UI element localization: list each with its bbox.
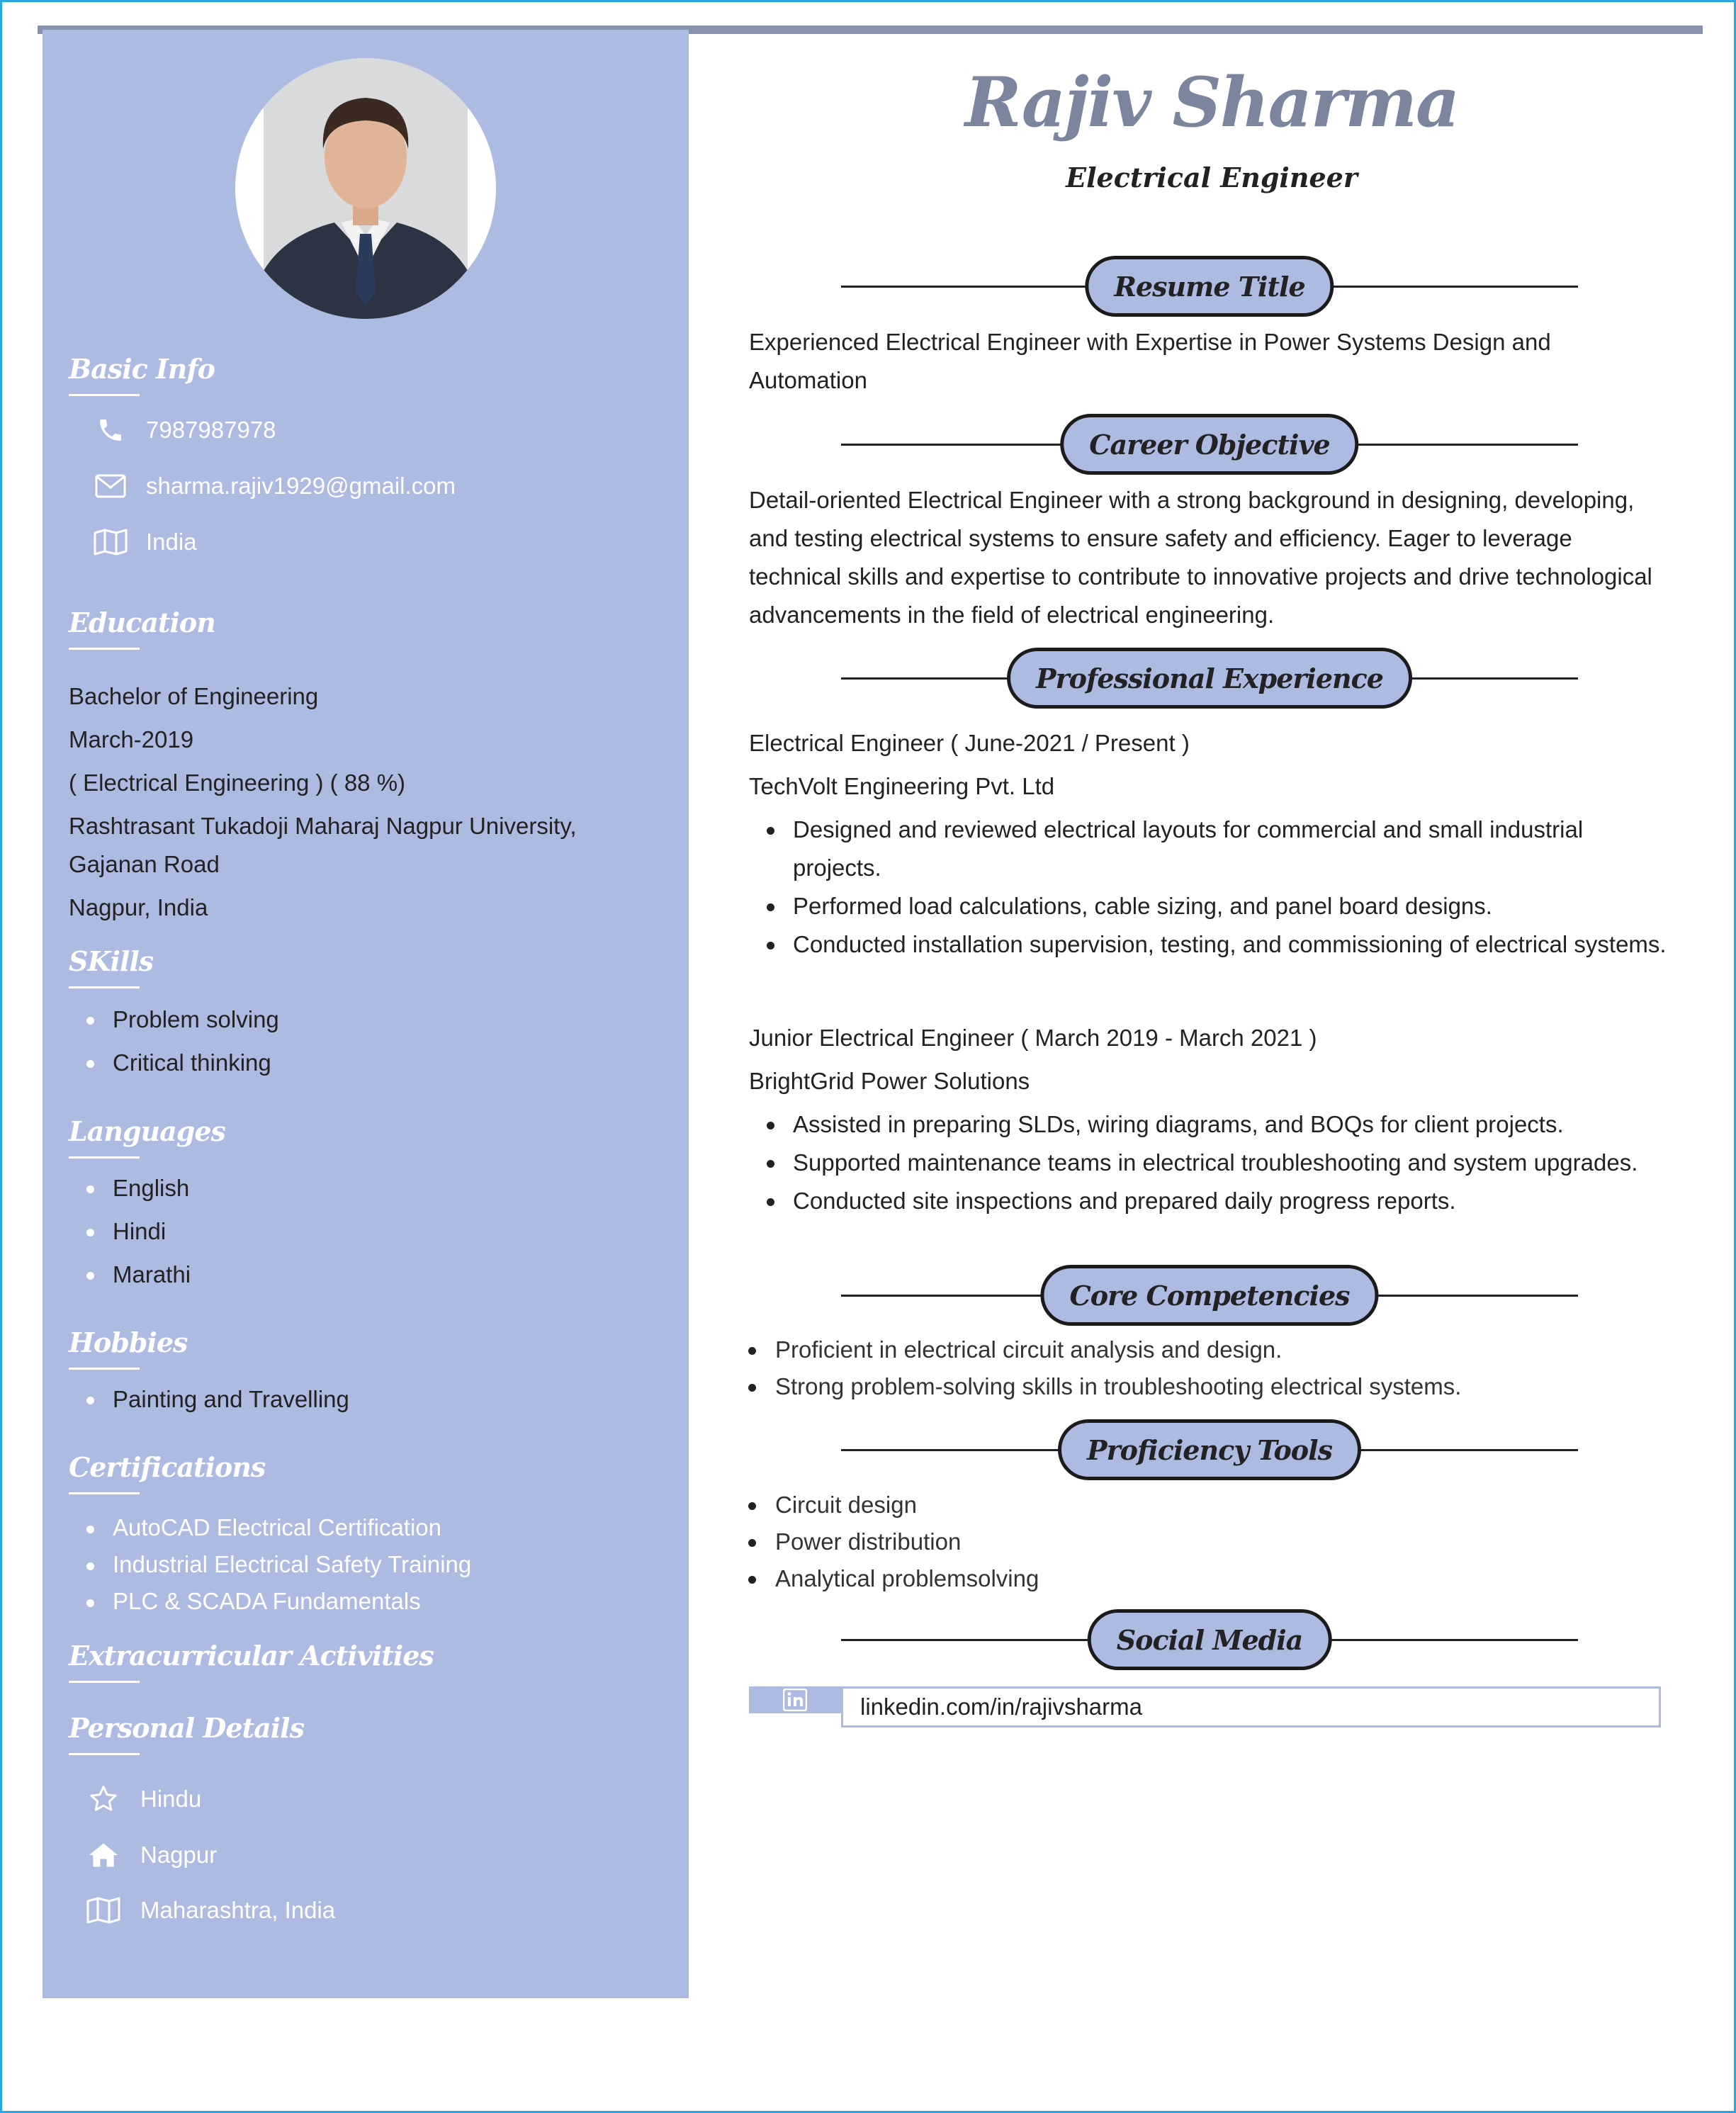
section-title: Social Media: [1088, 1609, 1332, 1670]
education-heading: Education: [69, 607, 215, 638]
education-university: Rashtrasant Tukadoji Maharaj Nagpur University,: [69, 813, 577, 839]
section-title: Career Objective: [1060, 414, 1358, 475]
list-item: Performed load calculations, cable sizing, and panel board designs.: [749, 887, 1670, 925]
resume-title-text: Experienced Electrical Engineer with Expertise in Power Systems Design and Automation: [749, 329, 1551, 393]
job-bullets: [749, 811, 1670, 964]
job-title: Electrical Engineer ( June-2021 / Present ): [749, 730, 1190, 756]
job-title: Junior Electrical Engineer ( March 2019 - March 2021 ): [749, 1025, 1317, 1051]
proficiency-tools-list: [744, 1487, 1665, 1597]
core-competencies-list: [744, 1331, 1665, 1405]
envelope-icon: [92, 471, 129, 502]
religion-row: [85, 1781, 201, 1817]
sidebar: [43, 30, 689, 1998]
hometown-row: [85, 1837, 217, 1873]
star-icon: [85, 1784, 122, 1815]
email-address: sharma.rajiv1929@gmail.com: [146, 473, 456, 499]
list-item: Problem solving: [69, 998, 279, 1041]
home-icon: [85, 1839, 122, 1871]
list-item: Designed and reviewed electrical layouts for commercial and small industrial projects.: [749, 811, 1670, 887]
resume-title-section-header: [841, 256, 1578, 317]
job-bullets: [749, 1105, 1670, 1220]
extracurricular-heading: Extracurricular Activities: [69, 1640, 434, 1672]
phone-row: [92, 412, 276, 448]
education-degree: Bachelor of Engineering: [69, 683, 319, 709]
personal-details-heading: Personal Details: [69, 1712, 304, 1744]
list-item: Conducted installation supervision, testing, and commissioning of electrical systems.: [749, 925, 1670, 964]
skills-list: [69, 998, 279, 1084]
basic-info-heading: Basic Info: [69, 353, 215, 385]
list-item: Proficient in electrical circuit analysis and design.: [744, 1331, 1665, 1368]
languages-list: [69, 1166, 191, 1296]
religion: Hindu: [140, 1786, 202, 1812]
social-media-section-header: [841, 1609, 1578, 1670]
skills-heading: SKills: [69, 945, 154, 977]
education-field: ( Electrical Engineering ) ( 88 %): [69, 770, 406, 796]
list-item: Hindi: [69, 1210, 191, 1253]
section-title: Core Competencies: [1040, 1265, 1378, 1326]
education-city: Nagpur, India: [69, 894, 208, 920]
list-item: Marathi: [69, 1253, 191, 1296]
core-competencies-section-header: [841, 1265, 1578, 1326]
list-item: English: [69, 1166, 191, 1210]
hobbies-list: [69, 1377, 349, 1421]
hometown: Nagpur: [140, 1842, 218, 1868]
map-icon: [92, 526, 129, 558]
profile-photo: [235, 58, 496, 319]
hobbies-heading: Hobbies: [69, 1326, 188, 1358]
list-item: AutoCAD Electrical Certification: [69, 1509, 471, 1546]
list-item: PLC & SCADA Fundamentals: [69, 1583, 471, 1620]
job-company: BrightGrid Power Solutions: [749, 1068, 1030, 1094]
list-item: Assisted in preparing SLDs, wiring diagrams, and BOQs for client projects.: [749, 1105, 1670, 1144]
experience-section-header: [841, 648, 1578, 709]
list-item: Strong problem-solving skills in troubleshooting electrical systems.: [744, 1368, 1665, 1405]
education-date: March-2019: [69, 726, 194, 753]
linkedin-icon: [749, 1686, 841, 1713]
email-row: [92, 468, 456, 504]
section-title: Resume Title: [1085, 256, 1334, 317]
job-company: TechVolt Engineering Pvt. Ltd: [749, 773, 1055, 799]
list-item: Conducted site inspections and prepared daily progress reports.: [749, 1182, 1670, 1220]
location-row: [92, 524, 197, 560]
section-title: Professional Experience: [1007, 648, 1412, 709]
map-icon: [85, 1895, 122, 1926]
languages-heading: Languages: [69, 1115, 225, 1147]
linkedin-url[interactable]: linkedin.com/in/rajivsharma: [841, 1686, 1661, 1728]
location: India: [146, 529, 197, 555]
list-item: Supported maintenance teams in electrical troubleshooting and system upgrades.: [749, 1144, 1670, 1182]
phone-icon: [92, 415, 129, 446]
list-item: Power distribution: [744, 1523, 1665, 1560]
candidate-role: Electrical Engineer: [1066, 162, 1358, 193]
career-objective-text: Detail-oriented Electrical Engineer with a strong background in designing, developing, and testing electrical systems to ensure safety and efficiency. Eager to leverage technical skills and expertise to contribute to innovative projects and drive technological advancements in the field of electrical engineering.: [749, 487, 1652, 628]
list-item: Painting and Travelling: [69, 1377, 349, 1421]
education-address: Gajanan Road: [69, 851, 220, 877]
list-item: Circuit design: [744, 1487, 1665, 1523]
section-title: Proficiency Tools: [1058, 1419, 1361, 1480]
candidate-name: Rajiv Sharma: [964, 62, 1459, 142]
certifications-list: [69, 1509, 471, 1620]
career-objective-section-header: [841, 414, 1578, 475]
state-row: [85, 1893, 335, 1928]
list-item: Industrial Electrical Safety Training: [69, 1546, 471, 1583]
certifications-heading: Certifications: [69, 1451, 266, 1483]
proficiency-tools-section-header: [841, 1419, 1578, 1480]
list-item: Analytical problemsolving: [744, 1560, 1665, 1597]
state: Maharashtra, India: [140, 1897, 336, 1923]
phone-number: 7987987978: [146, 417, 276, 443]
list-item: Critical thinking: [69, 1041, 279, 1084]
